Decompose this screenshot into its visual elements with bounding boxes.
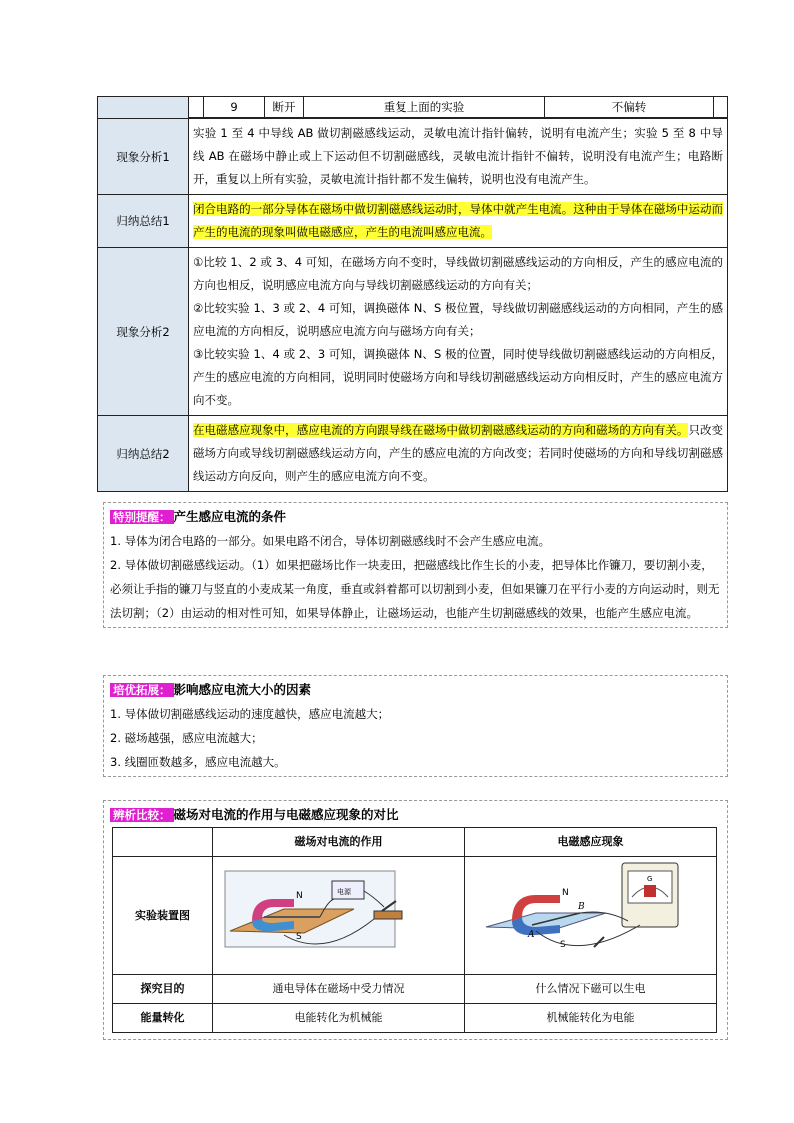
- comparison-table: [112, 827, 717, 1033]
- box-title: 产生感应电流的条件: [173, 509, 287, 524]
- row-label: 能量转化: [113, 1004, 213, 1033]
- comparison-tag: 辨析比较：: [110, 808, 174, 822]
- motor-apparatus-diagram: [224, 861, 454, 961]
- force-purpose: 通电导体在磁场中受力情况: [213, 975, 465, 1004]
- experiment-table: [97, 96, 728, 492]
- row-label: 归纳总结2: [98, 416, 189, 492]
- point-b-label: B: [577, 902, 585, 912]
- circuit-state: 断开: [265, 97, 304, 118]
- row-label: 实验装置图: [113, 857, 213, 975]
- last-experiment-row: [189, 97, 727, 118]
- south-pole-label: S: [295, 932, 302, 942]
- force-apparatus-figure: [213, 857, 465, 975]
- col-header-induction: 电磁感应现象: [465, 828, 717, 857]
- power-source-label: 电源: [336, 888, 351, 896]
- exp-result: 不偏转: [545, 97, 714, 118]
- row-label: 归纳总结1: [98, 195, 189, 248]
- analysis-1-content: 实验 1 至 4 中导线 AB 做切割磁感线运动，灵敏电流计指针偏转，说明有电流产生；实验 5 至 8 中导线 AB 在磁场中静止或上下运动但不切割磁感线，灵敏电流计指针不偏转，说明没有电流产生；电路断开，重复以上所有实验，灵敏电流计指针都不发生偏转，说明也没有电流产生。: [189, 119, 728, 195]
- row-label: 探究目的: [113, 975, 213, 1004]
- exp-action: 重复上面的实验: [304, 97, 545, 118]
- summary-2-content: 在电磁感应现象中，感应电流的方向跟导线在磁场中做切割磁感线运动的方向和磁场的方向有关。只改变磁场方向或导线切割磁感线运动方向，产生的感应电流的方向改变；若同时使磁场的方向和导线切割磁感线运动方向反向，则产生的感应电流方向不变。: [189, 416, 728, 492]
- north-pole-label: N: [561, 888, 569, 898]
- analysis-2-content: ①比较 1、2 或 3、4 可知，在磁场方向不变时，导线做切割磁感线运动的方向相反，产生的感应电流的方向也相反，说明感应电流方向与导线切割磁感线运动的方向有关； ②比较实验 1、3 或 2、4 可知，调换磁体 N、S 极位置，导线做切割磁感线运动的方向相同，产生的感应电流的方向相反，说明感应电流方向与磁场方向有关； ③比较实验 1、4 或 2、3 可知，调换磁体 N、S 极的位置，同时使导线做切割磁感线运动的方向相反，产生的感应电流的方向相同，说明同时使磁场方向和导线切割磁感线运动方向相反时，产生的感应电流方向不变。: [189, 248, 728, 416]
- col-header-force: 磁场对电流的作用: [213, 828, 465, 857]
- induction-apparatus-figure: [465, 857, 717, 975]
- row-label: 现象分析1: [98, 119, 189, 195]
- induction-purpose: 什么情况下磁可以生电: [465, 975, 717, 1004]
- box-line: 2. 磁场越强，感应电流越大；: [110, 731, 263, 745]
- induction-energy: 机械能转化为电能: [465, 1004, 717, 1033]
- summary-1-content: 闭合电路的一部分导体在磁场中做切割磁感线运动时，导体中就产生电流。这种由于导体在磁场中运动而产生的电流的现象叫做电磁感应，产生的电流叫感应电流。: [189, 195, 728, 248]
- box-line: 1. 导体做切割磁感线运动的速度越快，感应电流越大；: [110, 707, 390, 721]
- reminder-tag: 特别提醒：: [110, 510, 174, 524]
- exp-number: 9: [204, 97, 265, 118]
- point-a-label: A: [527, 930, 534, 940]
- galvanometer-label: G: [646, 875, 652, 883]
- comparison-box: [103, 800, 728, 1040]
- extension-box: [103, 675, 728, 777]
- north-pole-label: N: [295, 891, 303, 901]
- force-energy: 电能转化为机械能: [213, 1004, 465, 1033]
- box-line: 3. 线圈匝数越多，感应电流越大。: [110, 755, 286, 769]
- south-pole-label: S: [559, 940, 566, 950]
- box-line: 2. 导体做切割磁感线运动。（1）如果把磁场比作一块麦田，把磁感线比作生长的小麦，把导体比作镰刀，要切割小麦，必须让手指的镰刀与竖直的小麦成某一角度，垂直或斜着都可以切割到小麦，但如果镰刀在平行小麦的方向运动时，则无法切割；（2）由运动的相对性可知，如果导体静止，让磁场运动，也能产生切割磁感线的效果，也能产生感应电流。: [110, 558, 720, 620]
- extension-tag: 培优拓展：: [110, 683, 174, 697]
- box-title: 影响感应电流大小的因素: [173, 682, 312, 697]
- row-label: 现象分析2: [98, 248, 189, 416]
- box-line: 1. 导体为闭合电路的一部分。如果电路不闭合，导体切割磁感线时不会产生感应电流。: [110, 534, 551, 548]
- blank-label-cell: [98, 97, 189, 119]
- special-reminder-box: [103, 502, 728, 628]
- box-title: 磁场对电流的作用与电磁感应现象的对比: [173, 807, 399, 822]
- generator-apparatus-diagram: [476, 859, 706, 963]
